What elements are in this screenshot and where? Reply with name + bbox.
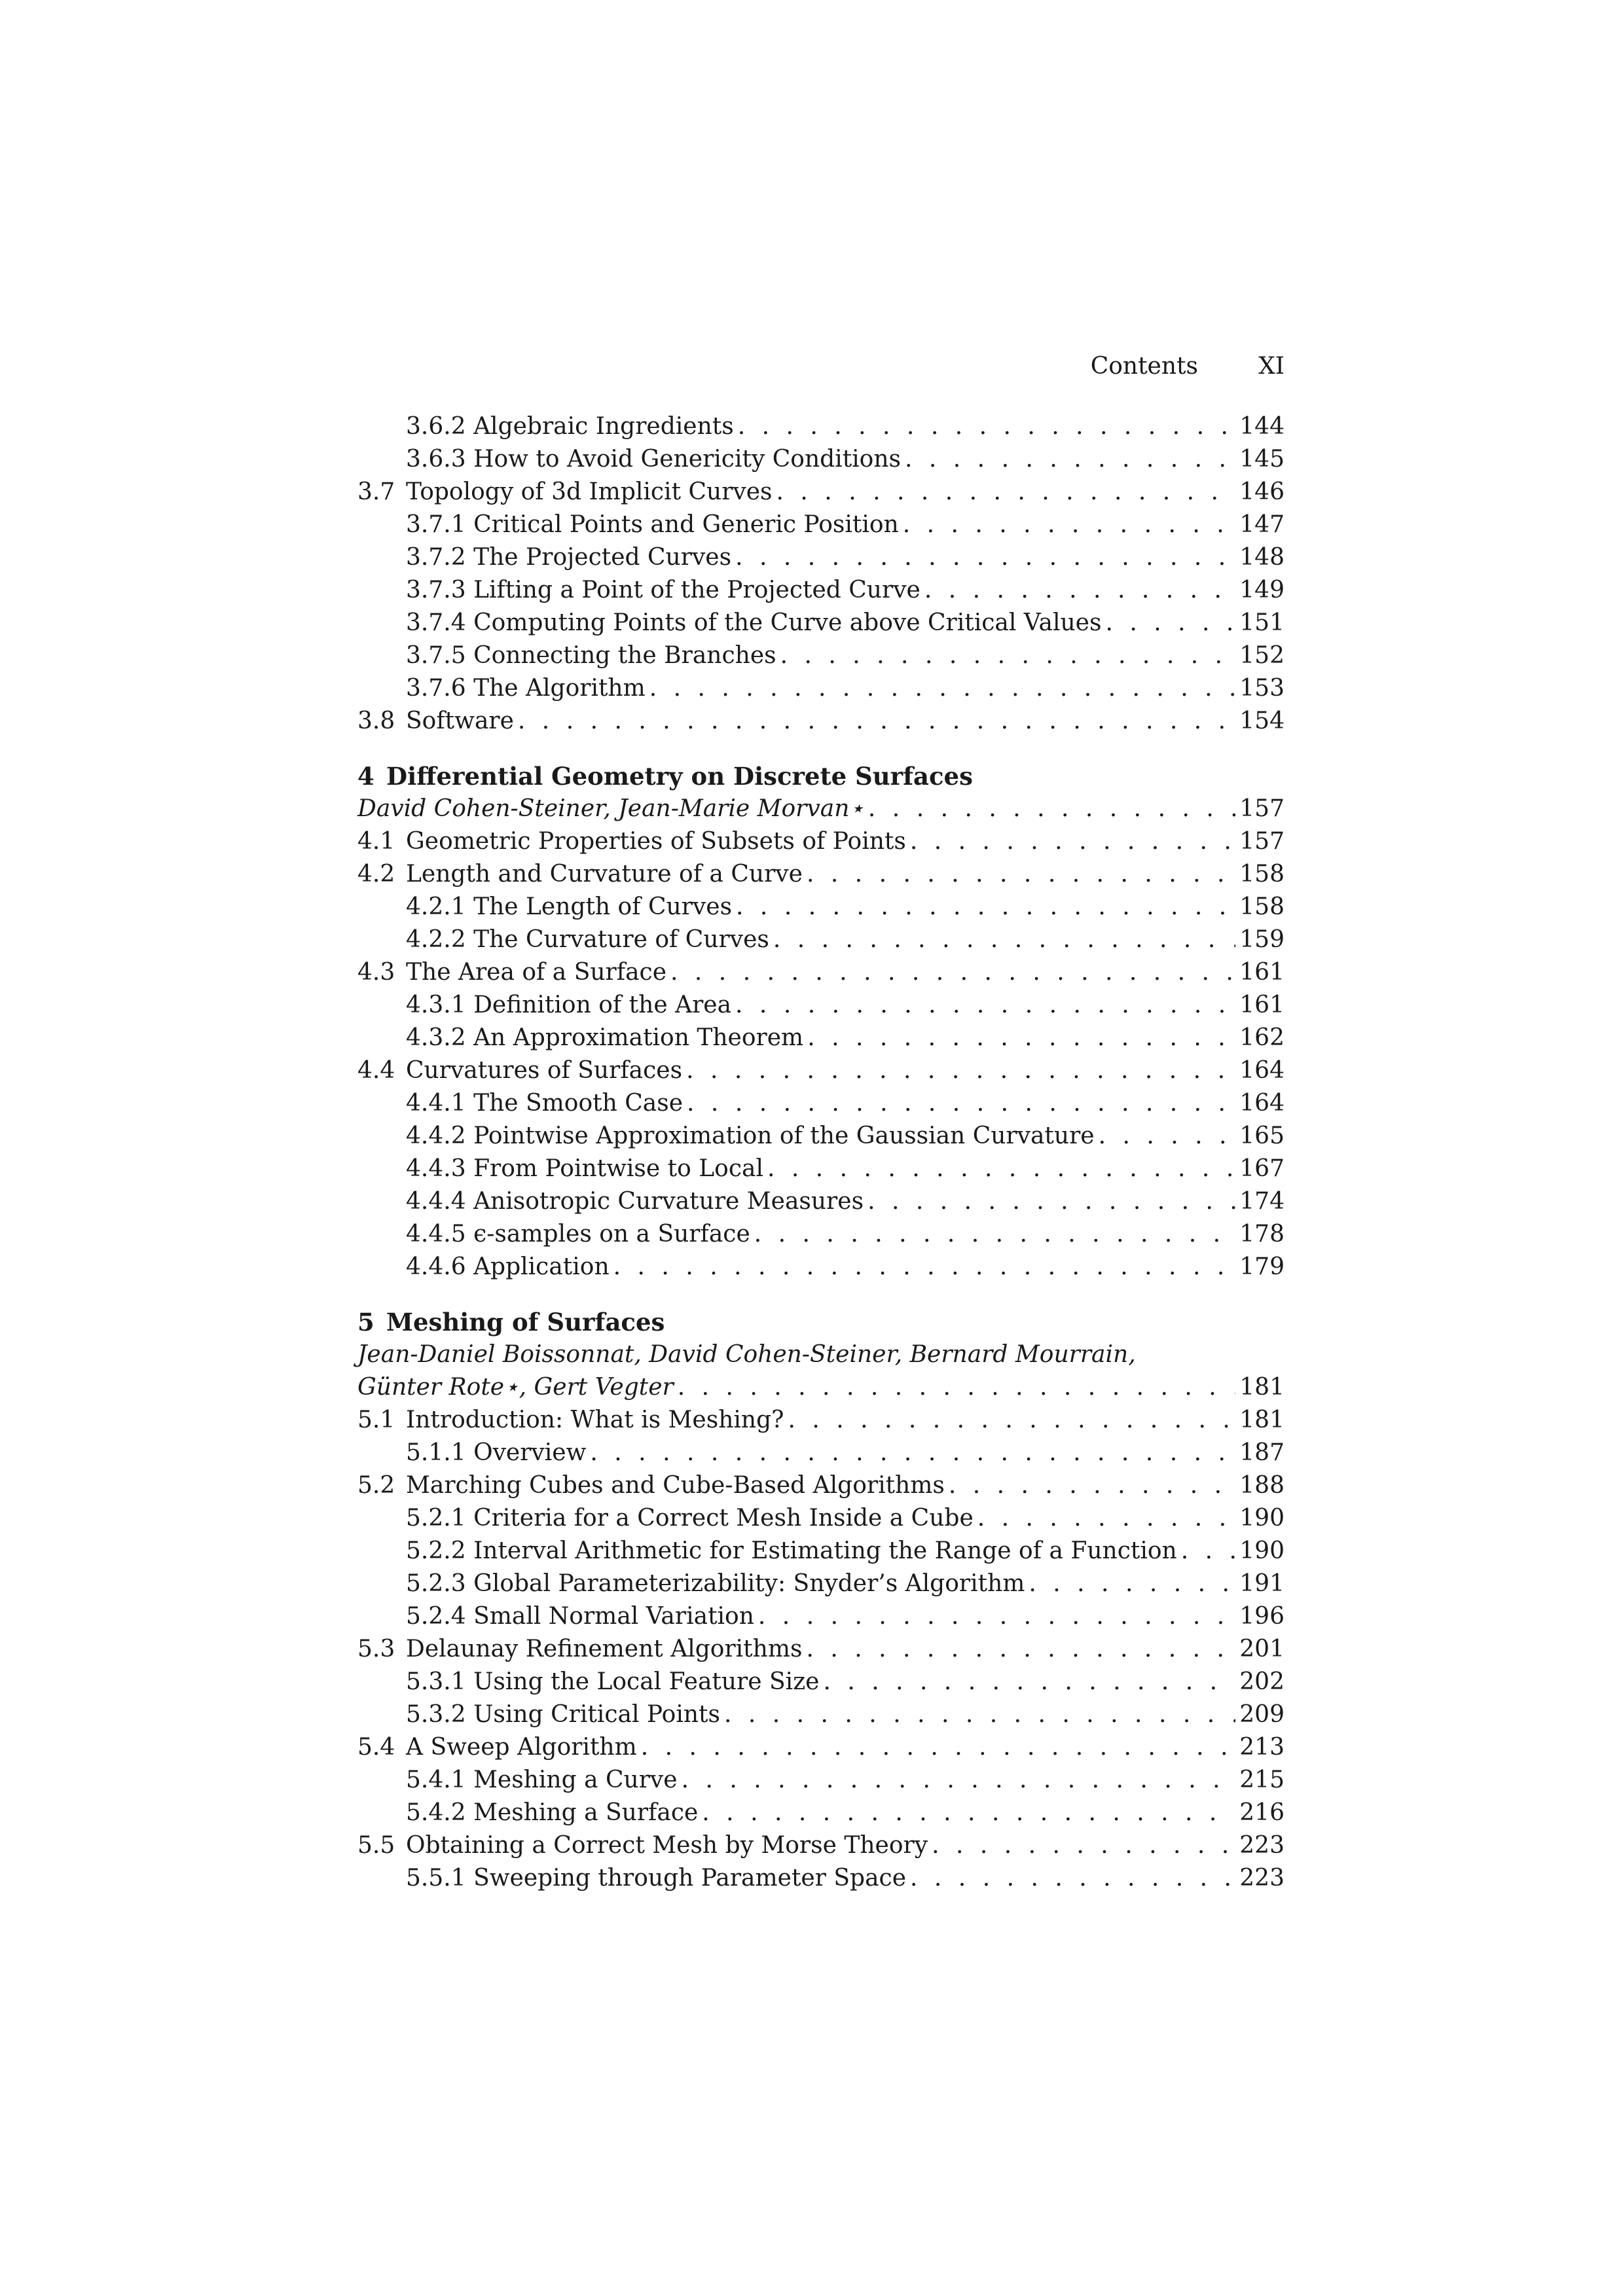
toc-entry[interactable] [357, 639, 1285, 672]
leader-dots [1099, 1120, 1236, 1153]
page-number: 149 [1239, 577, 1285, 603]
leader-dots [687, 1087, 1235, 1120]
page-number: 157 [1239, 795, 1285, 822]
spacer [466, 509, 473, 541]
page-number: 165 [1239, 1122, 1285, 1149]
entry-title: Overview [473, 1439, 587, 1466]
toc-entry[interactable] [357, 1666, 1285, 1698]
chapter-number: 5 [357, 1308, 374, 1336]
toc-entry[interactable] [357, 443, 1285, 476]
leader-dots [949, 1469, 1235, 1502]
subsection-number: 3.7.5 [406, 642, 466, 669]
leader-dots [807, 858, 1235, 891]
page-number: 147 [1239, 511, 1285, 538]
toc-entry[interactable] [357, 410, 1285, 443]
entry-title: Meshing a Surface [473, 1799, 699, 1826]
leader-dots [867, 1185, 1235, 1218]
page-number: 148 [1239, 544, 1285, 571]
leader-dots [682, 1764, 1236, 1797]
chapter-heading [357, 760, 1285, 793]
entry-title: The Curvature of Curves [473, 926, 769, 953]
subsection-number: 5.2.2 [406, 1537, 466, 1564]
page-number: 223 [1239, 1832, 1285, 1859]
page-number: 153 [1239, 675, 1285, 702]
toc-entry[interactable] [357, 1251, 1285, 1283]
subsection-number: 3.7.4 [406, 609, 466, 636]
toc-block-chapter-4 [357, 825, 1285, 1283]
leader-dots [910, 1862, 1235, 1895]
toc-entry[interactable] [357, 924, 1285, 956]
spacer [466, 1120, 473, 1153]
toc-block-chapter-3-continued [357, 410, 1285, 738]
entry-title: Length and Curvature of a Curve [406, 861, 803, 888]
entry-title: Software [406, 708, 514, 734]
leader-dots [905, 443, 1235, 476]
entry-title: Obtaining a Correct Mesh by Morse Theory [406, 1832, 928, 1859]
leader-dots [738, 410, 1236, 443]
section-number: 5.4 [357, 1734, 395, 1761]
page-number: 181 [1239, 1407, 1285, 1433]
page-number: 146 [1239, 478, 1285, 505]
leader-dots [806, 1633, 1235, 1666]
toc-entry[interactable] [357, 476, 1285, 509]
toc-entry[interactable] [357, 1600, 1285, 1633]
spacer [466, 1600, 473, 1633]
subsection-number: 4.4.4 [406, 1188, 466, 1215]
subsection-number: 3.6.3 [406, 446, 466, 473]
toc-entry-authors[interactable] [357, 793, 1285, 825]
spacer [466, 1087, 473, 1120]
leader-dots [678, 1371, 1236, 1404]
leader-dots [1181, 1535, 1236, 1568]
leader-dots [702, 1797, 1235, 1829]
toc-entry[interactable] [357, 1862, 1285, 1895]
subsection-number: 5.2.3 [406, 1570, 466, 1597]
entry-title: The Smooth Case [473, 1090, 684, 1117]
page-number: 151 [1239, 609, 1285, 636]
spacer [466, 672, 473, 705]
spacer [466, 1698, 473, 1731]
spacer [466, 989, 473, 1022]
entry-title: A Sweep Algorithm [406, 1734, 637, 1761]
spacer [466, 1535, 473, 1568]
spacer [466, 1568, 473, 1600]
toc-entry[interactable] [357, 956, 1285, 989]
page-number: 154 [1239, 708, 1285, 734]
leader-dots [773, 924, 1235, 956]
subsection-number: 3.7.6 [406, 675, 466, 702]
spacer [466, 1022, 473, 1054]
chapter-authors: David Cohen-Steiner, Jean-Marie Morvan⋆ [357, 795, 864, 822]
page-number: 201 [1239, 1636, 1285, 1662]
spacer [466, 1153, 473, 1185]
entry-title: Topology of 3d Implicit Curves [406, 478, 773, 505]
entry-title: The Area of a Surface [406, 959, 667, 986]
table-of-contents [357, 410, 1285, 1895]
subsection-number: 4.4.6 [406, 1253, 466, 1280]
subsection-number: 3.6.2 [406, 413, 466, 440]
section-number: 4.3 [357, 959, 395, 986]
entry-title: Sweeping through Parameter Space [473, 1865, 907, 1892]
leader-dots [736, 891, 1235, 924]
running-head-page-number: XI [1258, 353, 1285, 380]
page-number: 223 [1239, 1865, 1285, 1892]
page-number: 215 [1239, 1767, 1285, 1793]
toc-entry[interactable] [357, 1764, 1285, 1797]
toc-entry[interactable] [357, 1153, 1285, 1185]
toc-entry[interactable] [357, 1698, 1285, 1731]
spacer [466, 639, 473, 672]
toc-entry[interactable] [357, 1731, 1285, 1764]
subsection-number: 4.3.1 [406, 992, 466, 1018]
leader-dots [649, 672, 1236, 705]
subsection-number: 3.7.3 [406, 577, 466, 603]
subsection-number: 5.2.4 [406, 1603, 466, 1630]
page-header [357, 350, 1285, 383]
page-number: 144 [1239, 413, 1285, 440]
section-number: 3.7 [357, 478, 395, 505]
leader-dots [780, 639, 1236, 672]
entry-title: Geometric Properties of Subsets of Points [406, 828, 906, 855]
toc-entry[interactable] [357, 891, 1285, 924]
page-number: 196 [1239, 1603, 1285, 1630]
entry-title: The Algorithm [473, 675, 646, 702]
toc-entry[interactable] [357, 607, 1285, 639]
chapter-title: Meshing of Surfaces [386, 1308, 665, 1336]
spacer [466, 1185, 473, 1218]
entry-title: Criteria for a Correct Mesh Inside a Cube [473, 1505, 974, 1532]
subsection-number: 4.2.2 [406, 926, 466, 953]
leader-dots [735, 541, 1235, 574]
spacer [466, 541, 473, 574]
entry-title: Introduction: What is Meshing? [406, 1407, 784, 1433]
page-number: 157 [1239, 828, 1285, 855]
entry-title: The Length of Curves [473, 893, 733, 920]
page-number: 191 [1239, 1570, 1285, 1597]
page-number: 202 [1239, 1668, 1285, 1695]
subsection-number: 5.2.1 [406, 1505, 466, 1532]
leader-dots [590, 1437, 1235, 1469]
toc-entry[interactable] [357, 1502, 1285, 1535]
entry-title: Interval Arithmetic for Estimating the Range of a Function [473, 1537, 1177, 1564]
section-number: 5.1 [357, 1407, 395, 1433]
subsection-number: 3.7.1 [406, 511, 466, 538]
entry-title: Global Parameterizability: Snyder’s Algorithm [473, 1570, 1025, 1597]
entry-title: Algebraic Ingredients [473, 413, 734, 440]
page-number: 164 [1239, 1090, 1285, 1117]
subsection-number: 5.1.1 [406, 1439, 466, 1466]
entry-title: Marching Cubes and Cube-Based Algorithms [406, 1472, 945, 1499]
leader-dots [903, 509, 1236, 541]
entry-title: Meshing a Curve [473, 1767, 678, 1793]
section-number: 5.3 [357, 1636, 395, 1662]
leader-dots [754, 1218, 1236, 1251]
spacer [466, 1251, 473, 1283]
spacer [466, 1862, 473, 1895]
leader-dots [518, 705, 1235, 738]
spacer [466, 574, 473, 607]
spacer [466, 891, 473, 924]
chapter-title: Differential Geometry on Discrete Surfaces [386, 762, 973, 791]
leader-dots [613, 1251, 1236, 1283]
subsection-number: 4.4.1 [406, 1090, 466, 1117]
leader-dots [910, 825, 1235, 858]
leader-dots [670, 956, 1235, 989]
page-number: 158 [1239, 861, 1285, 888]
subsection-number: 5.3.2 [406, 1701, 466, 1728]
chapter-number: 4 [357, 762, 374, 791]
leader-dots [977, 1502, 1236, 1535]
section-number: 5.5 [357, 1832, 395, 1859]
leader-dots [932, 1829, 1235, 1862]
toc-entry[interactable] [357, 541, 1285, 574]
page-number: 161 [1239, 959, 1285, 986]
leader-dots [776, 476, 1236, 509]
subsection-number: 5.4.1 [406, 1767, 466, 1793]
entry-title: Small Normal Variation [473, 1603, 754, 1630]
spacer [466, 1502, 473, 1535]
page-number: 167 [1239, 1155, 1285, 1182]
entry-title: Definition of the Area [473, 992, 732, 1018]
leader-dots [767, 1153, 1235, 1185]
spacer [466, 1666, 473, 1698]
page-number: 152 [1239, 642, 1285, 669]
leader-dots [788, 1404, 1235, 1437]
entry-title: ϵ-samples on a Surface [473, 1221, 750, 1247]
page-number: 190 [1239, 1537, 1285, 1564]
subsection-number: 3.7.2 [406, 544, 466, 571]
entry-title: Using the Local Feature Size [473, 1668, 820, 1695]
entry-title: Anisotropic Curvature Measures [473, 1188, 864, 1215]
leader-dots [686, 1054, 1235, 1087]
spacer [466, 1797, 473, 1829]
section-number: 4.2 [357, 861, 395, 888]
page-number: 164 [1239, 1057, 1285, 1084]
page-number: 179 [1239, 1253, 1285, 1280]
page-number: 213 [1239, 1734, 1285, 1761]
leader-dots [924, 574, 1235, 607]
entry-title: Lifting a Point of the Projected Curve [473, 577, 921, 603]
toc-block-chapter-5 [357, 1404, 1285, 1895]
page-number: 161 [1239, 992, 1285, 1018]
entry-title: Computing Points of the Curve above Critical Values [473, 609, 1102, 636]
chapter-authors-line-2: Günter Rote⋆, Gert Vegter [357, 1374, 674, 1401]
leader-dots [724, 1698, 1235, 1731]
subsection-number: 4.3.2 [406, 1024, 466, 1051]
toc-entry[interactable] [357, 672, 1285, 705]
spacer [466, 1437, 473, 1469]
subsection-number: 5.5.1 [406, 1865, 466, 1892]
subsection-number: 4.2.1 [406, 893, 466, 920]
leader-dots [641, 1731, 1236, 1764]
subsection-number: 4.4.2 [406, 1122, 466, 1149]
toc-entry[interactable] [357, 1120, 1285, 1153]
section-number: 4.1 [357, 828, 395, 855]
subsection-number: 5.4.2 [406, 1799, 466, 1826]
leader-dots [823, 1666, 1235, 1698]
toc-entry[interactable] [357, 1535, 1285, 1568]
leader-dots [807, 1022, 1235, 1054]
subsection-number: 5.3.1 [406, 1668, 466, 1695]
leader-dots [735, 989, 1235, 1022]
page-number: 181 [1239, 1374, 1285, 1401]
page-number: 209 [1239, 1701, 1285, 1728]
chapter-heading [357, 1306, 1285, 1338]
toc-entry[interactable] [357, 1054, 1285, 1087]
subsection-number: 4.4.5 [406, 1221, 466, 1247]
section-gap [357, 738, 1285, 760]
toc-entry[interactable] [357, 1404, 1285, 1437]
running-head-title: Contents [1090, 353, 1198, 380]
leader-dots [1105, 607, 1235, 639]
section-number: 4.4 [357, 1057, 395, 1084]
toc-entry[interactable] [357, 858, 1285, 891]
page-number: 174 [1239, 1188, 1285, 1215]
toc-entry[interactable] [357, 1185, 1285, 1218]
toc-entry[interactable] [357, 1437, 1285, 1469]
section-gap [357, 1283, 1285, 1306]
spacer [466, 1218, 473, 1251]
page-number: 159 [1239, 926, 1285, 953]
entry-title: The Projected Curves [473, 544, 732, 571]
entry-title: Delaunay Refinement Algorithms [406, 1636, 803, 1662]
page-number: 162 [1239, 1024, 1285, 1051]
entry-title: Curvatures of Surfaces [406, 1057, 683, 1084]
toc-entry[interactable] [357, 1568, 1285, 1600]
toc-entry[interactable] [357, 1829, 1285, 1862]
page-number: 145 [1239, 446, 1285, 473]
toc-entry[interactable] [357, 1022, 1285, 1054]
toc-entry[interactable] [357, 989, 1285, 1022]
spacer [466, 607, 473, 639]
section-number: 5.2 [357, 1472, 395, 1499]
page-number: 187 [1239, 1439, 1285, 1466]
spacer [466, 1764, 473, 1797]
chapter-authors-line-1: Jean-Daniel Boissonnat, David Cohen-Steiner, Bernard Mourrain, [357, 1341, 1136, 1368]
toc-entry[interactable] [357, 825, 1285, 858]
leader-dots [758, 1600, 1235, 1633]
spacer [466, 443, 473, 476]
leader-dots [1029, 1568, 1235, 1600]
toc-entry[interactable] [357, 574, 1285, 607]
toc-entry-authors[interactable] [357, 1371, 1285, 1404]
page-number: 178 [1239, 1221, 1285, 1247]
leader-dots [868, 793, 1235, 825]
toc-entry[interactable] [357, 509, 1285, 541]
page-number: 188 [1239, 1472, 1285, 1499]
page-number: 190 [1239, 1505, 1285, 1532]
toc-entry[interactable] [357, 1633, 1285, 1666]
toc-entry[interactable] [357, 705, 1285, 738]
section-number: 3.8 [357, 708, 395, 734]
toc-entry[interactable] [357, 1469, 1285, 1502]
toc-entry[interactable] [357, 1218, 1285, 1251]
entry-title: Using Critical Points [473, 1701, 720, 1728]
subsection-number: 4.4.3 [406, 1155, 466, 1182]
toc-entry[interactable] [357, 1797, 1285, 1829]
page-number: 216 [1239, 1799, 1285, 1826]
entry-title: Connecting the Branches [473, 642, 776, 669]
entry-title: Pointwise Approximation of the Gaussian Curvature [473, 1122, 1095, 1149]
spacer [466, 924, 473, 956]
entry-title: How to Avoid Genericity Conditions [473, 446, 902, 473]
toc-entry[interactable] [357, 1087, 1285, 1120]
entry-title: Application [473, 1253, 610, 1280]
page-number: 158 [1239, 893, 1285, 920]
entry-title: An Approximation Theorem [473, 1024, 804, 1051]
entry-title: From Pointwise to Local [473, 1155, 763, 1182]
spacer [466, 410, 473, 443]
entry-title: Critical Points and Generic Position [473, 511, 899, 538]
